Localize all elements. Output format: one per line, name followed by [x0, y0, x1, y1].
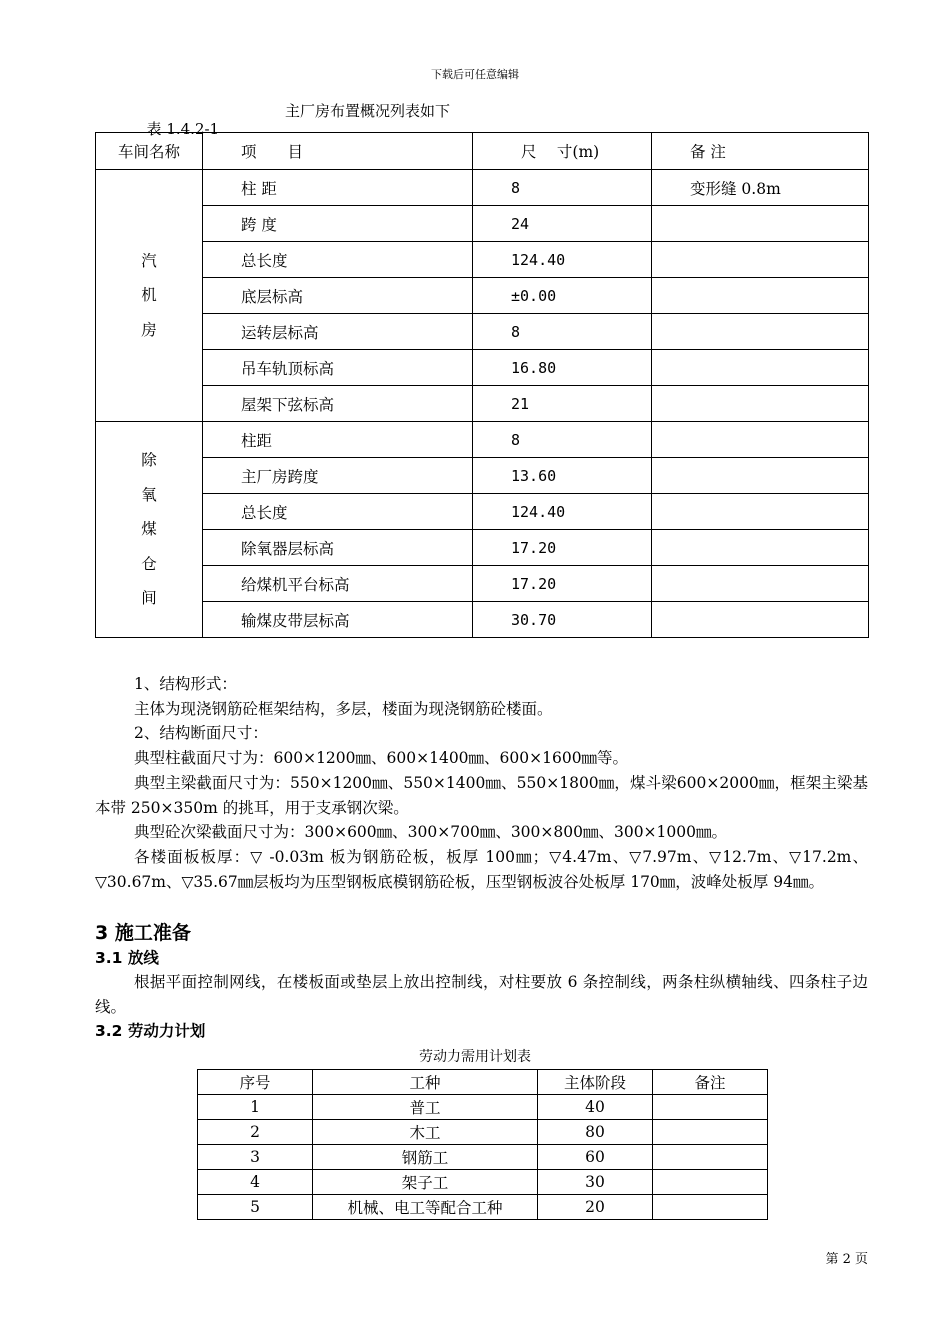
- cell-count: 30: [538, 1170, 653, 1195]
- cell-note: [652, 314, 869, 350]
- cell-size: ±0.00: [473, 278, 652, 314]
- paragraph: 根据平面控制网线，在楼板面或垫层上放出控制线，对柱要放 6 条控制线，两条柱纵横轴线、四条柱子边线。: [95, 973, 868, 1016]
- cell-item: 柱距: [203, 422, 473, 458]
- cell-trade: 架子工: [313, 1170, 538, 1195]
- cell-note: [652, 566, 869, 602]
- table-row: [96, 602, 869, 638]
- cell-item: 柱 距: [203, 170, 473, 206]
- cell-note: [653, 1145, 768, 1170]
- paragraph: 典型砼次梁截面尺寸为：300×600㎜、300×700㎜、300×800㎜、300×1000㎜。: [134, 823, 727, 842]
- cell-no: 1: [198, 1095, 313, 1120]
- cell-item: 底层标高: [203, 278, 473, 314]
- col-header-no: 序号: [198, 1070, 313, 1095]
- cell-size: 24: [473, 206, 652, 242]
- cell-size: 8: [473, 422, 652, 458]
- factory-layout-table: [95, 132, 869, 638]
- table-row: [96, 206, 869, 242]
- page-number: 第 2 页: [825, 1252, 868, 1267]
- cell-item: 除氧器层标高: [203, 530, 473, 566]
- cell-item: 总长度: [203, 242, 473, 278]
- table-row: [198, 1095, 768, 1120]
- table-row: [96, 566, 869, 602]
- cell-size: 21: [473, 386, 652, 422]
- cell-note: [652, 386, 869, 422]
- cell-size: 17.20: [473, 530, 652, 566]
- cell-note: [653, 1095, 768, 1120]
- paragraph: 各楼面板板厚：▽ -0.03m 板为钢筋砼板，板厚 100㎜；▽4.47m、▽7.97m、▽12.7m、▽17.2m、▽30.67m、▽35.67㎜层板均为压型钢板底模钢筋砼板，压型钢板波谷处板厚 170㎜，波峰处板厚 94㎜。: [95, 847, 868, 891]
- cell-note: [652, 422, 869, 458]
- cell-note: [652, 494, 869, 530]
- cell-note: [652, 242, 869, 278]
- cell-count: 80: [538, 1120, 653, 1145]
- cell-note: [652, 458, 869, 494]
- cell-item: 给煤机平台标高: [203, 566, 473, 602]
- structure-section: [95, 672, 868, 894]
- col-header-note: 备 注: [652, 133, 869, 170]
- paragraph: 典型柱截面尺寸为：600×1200㎜、600×1400㎜、600×1600㎜等。: [134, 749, 629, 768]
- cell-item: 主厂房跨度: [203, 458, 473, 494]
- cell-note: [652, 350, 869, 386]
- cell-item: 跨 度: [203, 206, 473, 242]
- paragraph: 1、结构形式：: [134, 675, 237, 693]
- table-row: [96, 278, 869, 314]
- table-header-row: [96, 133, 869, 170]
- paragraph: 典型主梁截面尺寸为：550×1200㎜、550×1400㎜、550×1800㎜，煤斗梁600×2000㎜，框架主梁基本带 250×350m 的挑耳，用于支承钢次梁。: [95, 773, 868, 817]
- group-name-turbine: 汽 机 房: [96, 170, 203, 422]
- cell-note: [653, 1195, 768, 1220]
- table-row: [96, 170, 869, 206]
- cell-note: [652, 530, 869, 566]
- header-note: 下载后可任意编辑: [431, 68, 519, 81]
- cell-note: 变形缝 0.8m: [652, 170, 869, 206]
- cell-no: 2: [198, 1120, 313, 1145]
- cell-trade: 机械、电工等配合工种: [313, 1195, 538, 1220]
- table1-caption-label: 表 1.4.2-1: [146, 120, 220, 138]
- table-row: [198, 1145, 768, 1170]
- cell-count: 60: [538, 1145, 653, 1170]
- cell-size: 30.70: [473, 602, 652, 638]
- cell-no: 5: [198, 1195, 313, 1220]
- col-header-trade: 工种: [313, 1070, 538, 1095]
- cell-note: [652, 602, 869, 638]
- cell-size: 124.40: [473, 242, 652, 278]
- cell-item: 吊车轨顶标高: [203, 350, 473, 386]
- cell-size: 17.20: [473, 566, 652, 602]
- subsection-heading: 3.2 劳动力计划: [95, 1022, 206, 1041]
- cell-no: 3: [198, 1145, 313, 1170]
- table-row: [198, 1170, 768, 1195]
- table2-caption: 劳动力需用计划表: [419, 1049, 531, 1065]
- cell-count: 40: [538, 1095, 653, 1120]
- cell-item: 输煤皮带层标高: [203, 602, 473, 638]
- cell-note: [652, 206, 869, 242]
- col-header-main-stage: 主体阶段: [538, 1070, 653, 1095]
- cell-note: [653, 1120, 768, 1145]
- table-row: [96, 422, 869, 458]
- col-header-size: 尺 寸(m): [473, 133, 652, 170]
- table-row: [96, 530, 869, 566]
- col-header-workshop: 车间名称: [96, 133, 203, 170]
- cell-item: 屋架下弦标高: [203, 386, 473, 422]
- table-row: [96, 494, 869, 530]
- table-row: [96, 242, 869, 278]
- cell-item: 运转层标高: [203, 314, 473, 350]
- cell-size: 8: [473, 314, 652, 350]
- cell-note: [653, 1170, 768, 1195]
- paragraph: 2、结构断面尺寸：: [134, 724, 268, 743]
- table-row: [96, 386, 869, 422]
- cell-size: 8: [473, 170, 652, 206]
- labor-plan-table: [197, 1069, 768, 1220]
- table-row: [96, 350, 869, 386]
- cell-count: 20: [538, 1195, 653, 1220]
- cell-item: 总长度: [203, 494, 473, 530]
- paragraph: 主体为现浇钢筋砼框架结构，多层，楼面为现浇钢筋砼楼面。: [134, 699, 553, 718]
- table-header-row: [198, 1070, 768, 1095]
- cell-trade: 钢筋工: [313, 1145, 538, 1170]
- section-heading: 3 施工准备: [95, 922, 191, 944]
- table-row: [96, 458, 869, 494]
- col-header-note: 备注: [653, 1070, 768, 1095]
- cell-size: 124.40: [473, 494, 652, 530]
- cell-size: 13.60: [473, 458, 652, 494]
- group-name-deaerator: 除 氧 煤 仓 间: [96, 422, 203, 638]
- cell-trade: 普工: [313, 1095, 538, 1120]
- table-row: [198, 1195, 768, 1220]
- table1-caption-title: 主厂房布置概况列表如下: [285, 102, 451, 120]
- cell-size: 16.80: [473, 350, 652, 386]
- cell-no: 4: [198, 1170, 313, 1195]
- col-header-item: 项 目: [203, 133, 473, 170]
- subsection-heading: 3.1 放线: [95, 949, 159, 967]
- cell-trade: 木工: [313, 1120, 538, 1145]
- cell-note: [652, 278, 869, 314]
- table-row: [96, 314, 869, 350]
- table-row: [198, 1120, 768, 1145]
- construction-prep-section: [95, 920, 868, 1043]
